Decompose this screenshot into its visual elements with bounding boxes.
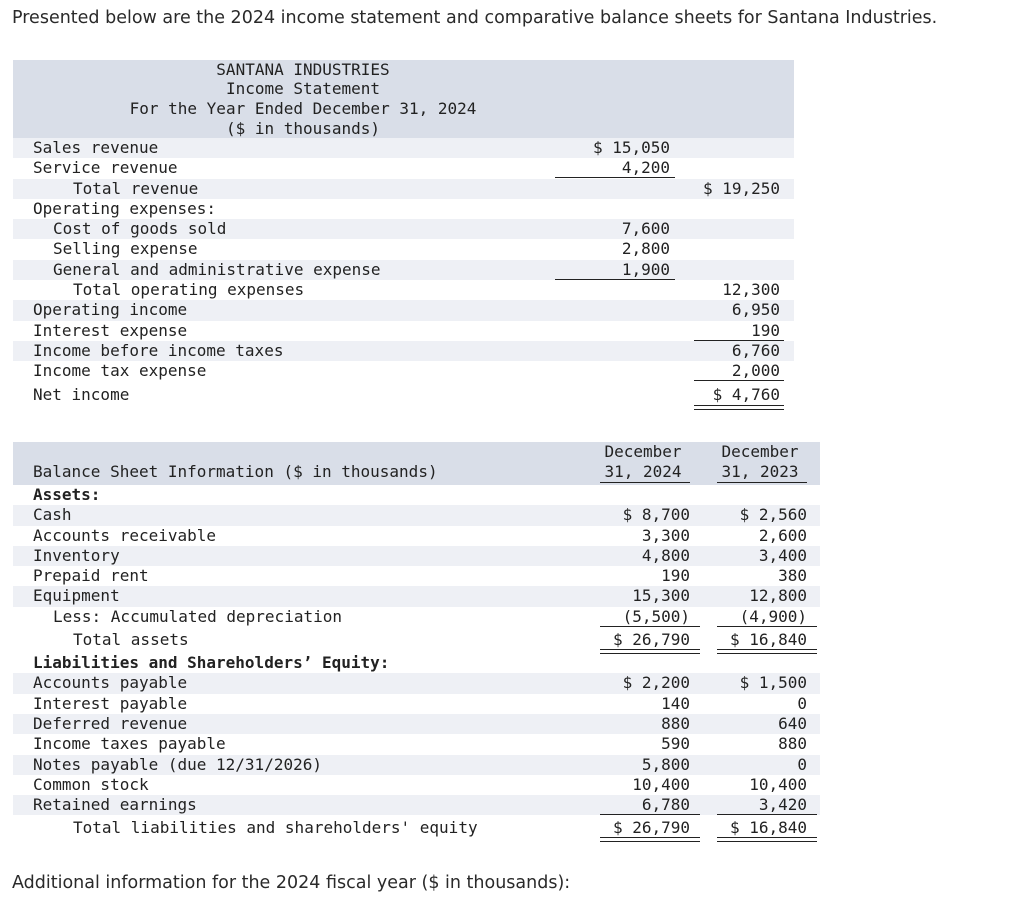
row-value: 7,600 bbox=[621, 219, 670, 239]
row-value: 2,600 bbox=[758, 525, 807, 545]
row-value: 6,760 bbox=[731, 340, 780, 360]
table-row bbox=[13, 775, 820, 795]
table-row bbox=[13, 341, 794, 361]
table-row bbox=[13, 321, 794, 341]
row-value: 10,400 bbox=[632, 774, 690, 794]
column-header-line: December bbox=[721, 442, 799, 461]
row-value: 10,400 bbox=[749, 774, 807, 794]
row-value: $ 26,790 bbox=[612, 818, 690, 838]
row-value: 880 bbox=[778, 734, 807, 754]
row-value: 3,400 bbox=[758, 545, 807, 565]
company-name: SANTANA INDUSTRIES bbox=[216, 60, 390, 79]
column-header-line: 31, 2024 bbox=[604, 462, 682, 481]
row-value: 590 bbox=[661, 734, 690, 754]
statement-period: For the Year Ended December 31, 2024 bbox=[129, 99, 477, 118]
row-value: 1,900 bbox=[621, 259, 670, 279]
row-label: Total assets bbox=[73, 630, 189, 650]
table-row bbox=[13, 526, 820, 546]
table-row bbox=[13, 607, 820, 627]
table-row bbox=[13, 714, 820, 734]
balance-sheet-header bbox=[13, 442, 820, 485]
row-label: Interest payable bbox=[33, 693, 188, 713]
row-value: 190 bbox=[661, 566, 690, 586]
row-label: Deferred revenue bbox=[33, 713, 188, 733]
additional-info-text: Additional information for the 2024 fiscal year ($ in thousands): bbox=[12, 873, 571, 893]
row-value: $ 4,760 bbox=[712, 384, 780, 404]
table-row bbox=[13, 158, 794, 178]
row-label: Service revenue bbox=[33, 158, 178, 178]
table-row bbox=[13, 673, 820, 693]
row-value: $ 1,500 bbox=[739, 673, 807, 693]
row-label: Operating income bbox=[33, 300, 188, 320]
row-label: Total revenue bbox=[73, 178, 199, 198]
row-label: Retained earnings bbox=[33, 795, 197, 815]
row-label: Prepaid rent bbox=[33, 566, 149, 586]
row-label: Less: Accumulated depreciation bbox=[53, 606, 342, 626]
table-row bbox=[13, 382, 794, 408]
row-label: Accounts payable bbox=[33, 673, 188, 693]
row-value: 6,950 bbox=[731, 300, 780, 320]
column-header-2024 bbox=[588, 442, 698, 482]
row-value: $ 8,700 bbox=[622, 505, 690, 525]
row-value: 880 bbox=[661, 713, 690, 733]
row-value: 380 bbox=[778, 566, 807, 586]
row-label: Operating expenses: bbox=[33, 198, 217, 218]
row-label: Net income bbox=[33, 384, 130, 404]
row-label: Selling expense bbox=[53, 239, 198, 259]
table-row bbox=[13, 586, 820, 606]
row-value: $ 16,840 bbox=[729, 630, 807, 650]
row-value: $ 26,790 bbox=[612, 630, 690, 650]
row-value: 15,300 bbox=[632, 586, 690, 606]
section-label: Assets: bbox=[33, 485, 101, 504]
row-value: 640 bbox=[778, 713, 807, 733]
row-value: 12,300 bbox=[722, 280, 780, 300]
table-row bbox=[13, 361, 794, 381]
table-row bbox=[13, 795, 820, 815]
income-statement-header bbox=[13, 60, 794, 138]
row-label: Inventory bbox=[33, 545, 120, 565]
row-value: (4,900) bbox=[739, 606, 807, 626]
row-value: $ 2,560 bbox=[739, 505, 807, 525]
row-value: 140 bbox=[661, 693, 690, 713]
row-label: General and administrative expense bbox=[53, 259, 381, 279]
column-header-2023 bbox=[705, 442, 815, 482]
row-value: 3,300 bbox=[641, 525, 690, 545]
intro-text: Presented below are the 2024 income statement and comparative balance sheets for Santana Industries. bbox=[12, 8, 938, 28]
row-value: 12,800 bbox=[749, 586, 807, 606]
balance-sheet-title: Balance Sheet Information ($ in thousands) bbox=[33, 462, 438, 481]
double-underline bbox=[694, 405, 784, 410]
row-value: 190 bbox=[751, 320, 780, 340]
statement-title: Income Statement bbox=[225, 79, 381, 98]
income-statement-table bbox=[13, 60, 794, 408]
table-row bbox=[13, 546, 820, 566]
row-value: 2,000 bbox=[731, 361, 780, 381]
column-header-line: December bbox=[604, 442, 682, 461]
row-label: Cost of goods sold bbox=[53, 219, 227, 239]
table-row bbox=[13, 199, 794, 219]
row-value: $ 2,200 bbox=[622, 673, 690, 693]
table-row bbox=[13, 219, 794, 239]
table-row bbox=[13, 239, 794, 259]
row-value: $ 19,250 bbox=[702, 178, 780, 198]
row-label: Income taxes payable bbox=[33, 734, 226, 754]
row-value: 0 bbox=[797, 693, 807, 713]
row-label: Notes payable (due 12/31/2026) bbox=[33, 754, 322, 774]
row-label: Income before income taxes bbox=[33, 340, 284, 360]
double-underline bbox=[717, 837, 817, 842]
row-value: (5,500) bbox=[622, 606, 690, 626]
row-label: Sales revenue bbox=[33, 138, 159, 157]
underline bbox=[600, 482, 690, 483]
row-value: $ 16,840 bbox=[729, 818, 807, 838]
double-underline bbox=[600, 837, 700, 842]
table-row bbox=[13, 653, 820, 673]
table-row bbox=[13, 260, 794, 280]
row-label: Income tax expense bbox=[33, 361, 207, 381]
column-header-line: 31, 2023 bbox=[721, 462, 799, 481]
table-row bbox=[13, 505, 820, 525]
row-label: Common stock bbox=[33, 774, 149, 794]
row-value: 5,800 bbox=[641, 754, 690, 774]
section-label: Liabilities and Shareholders’ Equity: bbox=[33, 653, 390, 673]
table-row bbox=[13, 485, 820, 505]
table-row bbox=[13, 694, 820, 714]
row-value: 2,800 bbox=[621, 239, 670, 259]
table-row bbox=[13, 138, 794, 158]
row-label: Cash bbox=[33, 505, 72, 525]
table-row bbox=[13, 566, 820, 586]
table-row bbox=[13, 734, 820, 754]
balance-sheet-table bbox=[13, 442, 820, 841]
row-value: 3,420 bbox=[758, 795, 807, 815]
table-row bbox=[13, 300, 794, 320]
row-label: Interest expense bbox=[33, 320, 188, 340]
row-value: 4,200 bbox=[621, 158, 670, 178]
row-value: 6,780 bbox=[641, 795, 690, 815]
row-label: Accounts receivable bbox=[33, 525, 217, 545]
table-row bbox=[13, 755, 820, 775]
table-row bbox=[13, 815, 820, 841]
row-value: 4,800 bbox=[641, 545, 690, 565]
row-value: 0 bbox=[797, 754, 807, 774]
table-row bbox=[13, 280, 794, 300]
statement-units: ($ in thousands) bbox=[225, 119, 381, 138]
row-label: Total liabilities and shareholders' equity bbox=[73, 818, 478, 838]
underline bbox=[717, 482, 807, 483]
row-label: Equipment bbox=[33, 586, 120, 606]
row-label: Total operating expenses bbox=[73, 280, 305, 300]
row-value: $ 15,050 bbox=[592, 138, 670, 157]
table-row bbox=[13, 627, 820, 653]
table-row bbox=[13, 179, 794, 199]
